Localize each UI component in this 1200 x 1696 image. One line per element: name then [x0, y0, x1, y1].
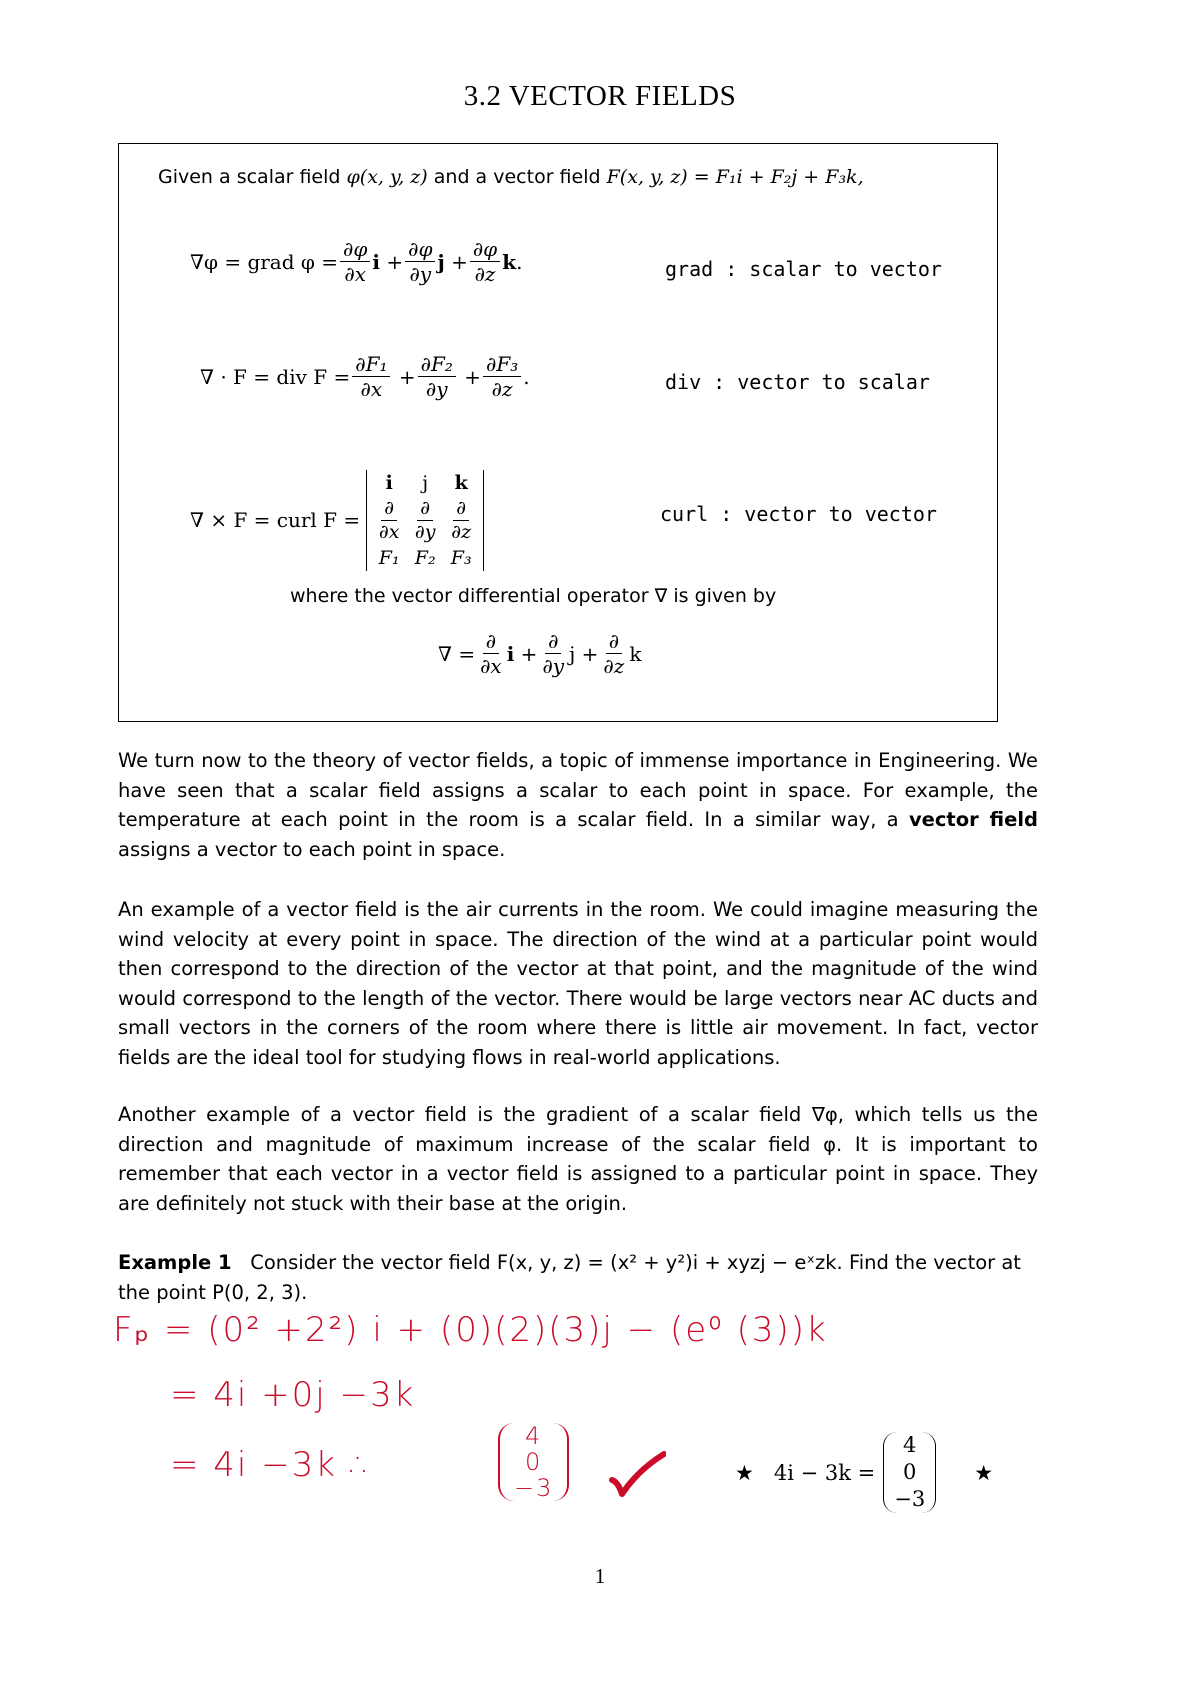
operator-text: where the vector differential operator ∇ is given by [290, 585, 777, 607]
paragraph-2: An example of a vector field is the air currents in the room. We could imagine measuring the wind velocity at every point in space. The direction of the wind at a particular point would then correspond to the direction of the vector at that point, and the magnitude of the wind would correspond to the length of the vector. There would be large vectors near AC ducts and small vectors in the corners of the room where there is little air movement. In fact, vector fields are the ideal tool for studying flows in real-world applications. [118, 898, 1038, 1069]
star-icon: ★ [974, 1460, 994, 1485]
curl-equation: ∇ × F = curl F = i j k $\frac{\partial}{\partial x}$ $\frac{\partial}{\partial y}$ $\frac{\partial}{\partial z}$ F₁ F₂ F₃ [190, 470, 484, 571]
paragraph-1: We turn now to the theory of vector fields, a topic of immense importance in Engineering. We have seen that a scalar field assigns a scalar to each point in space. For example, the temperature at each point in the room is a scalar field. In a similar way, a vector field assigns a vector to each point in space. [118, 749, 1038, 861]
div-label: div : vector to scalar [665, 370, 930, 394]
curl-determinant: i j k $\frac{\partial}{\partial x}$ $\frac{\partial}{\partial y}$ $\frac{\partial}{\partial z}$ F₁ F₂ F₃ [366, 470, 484, 571]
handwritten-line-2: = 4i +0j −3k [170, 1375, 416, 1415]
div-equation: ∇ · F = div F = $\frac{\text{∂F₁}}{\partial x}$ + $\frac{\text{∂F₂}}{\partial y}$ + $\frac{\text{∂F₃}}{\partial z}$ . [200, 352, 530, 401]
handwritten-vector: 4 0 −3 [498, 1423, 569, 1501]
page-number: 1 [594, 1564, 606, 1588]
curl-label: curl : vector to vector [660, 502, 937, 526]
handwritten-line-1: Fₚ = (0² +2²) i + (0)(2)(3)j − (e⁰ (3))k [113, 1310, 828, 1350]
star-icon: ★ [735, 1460, 754, 1485]
nabla-equation: ∇ = $\frac{\partial}{\partial x}$ i + $\frac{\partial}{\partial y}$ j + $\frac{\partial}{\partial z}$ k [438, 629, 642, 678]
example-1: Example 1 Consider the vector field F(x, y, z) = (x² + y²)i + xyzj − eˣzk. Find the vector at the point P(0, 2, 3). [118, 1251, 1021, 1304]
answer-row: ★ 4i − 3k = 4 0 −3 ★ [735, 1433, 994, 1511]
page-title: 3.2 VECTOR FIELDS [463, 80, 737, 112]
paragraph-3: Another example of a vector field is the gradient of a scalar field ∇φ, which tells us the direction and magnitude of maximum increase of the scalar field φ. It is important to remember that each vector in a vector field is assigned to a particular point in space. They are definitely not stuck with their base at the origin. [118, 1103, 1038, 1215]
answer-vector: 4 0 −3 [883, 1432, 936, 1513]
check-icon [608, 1450, 666, 1500]
box-intro: Given a scalar field φ(x, y, z) and a vector field F(x, y, z) = F₁i + F₂j + F₃k, [158, 166, 864, 188]
grad-label: grad : scalar to vector [665, 257, 942, 281]
grad-equation: ∇φ = grad φ = $\frac{\partial\varphi}{\partial x}$ i + $\frac{\partial\varphi}{\partial y}$ j + $\frac{\partial\varphi}{\partial z}$ k . [190, 237, 523, 286]
handwritten-line-3: = 4i −3k ∴ [170, 1445, 374, 1485]
